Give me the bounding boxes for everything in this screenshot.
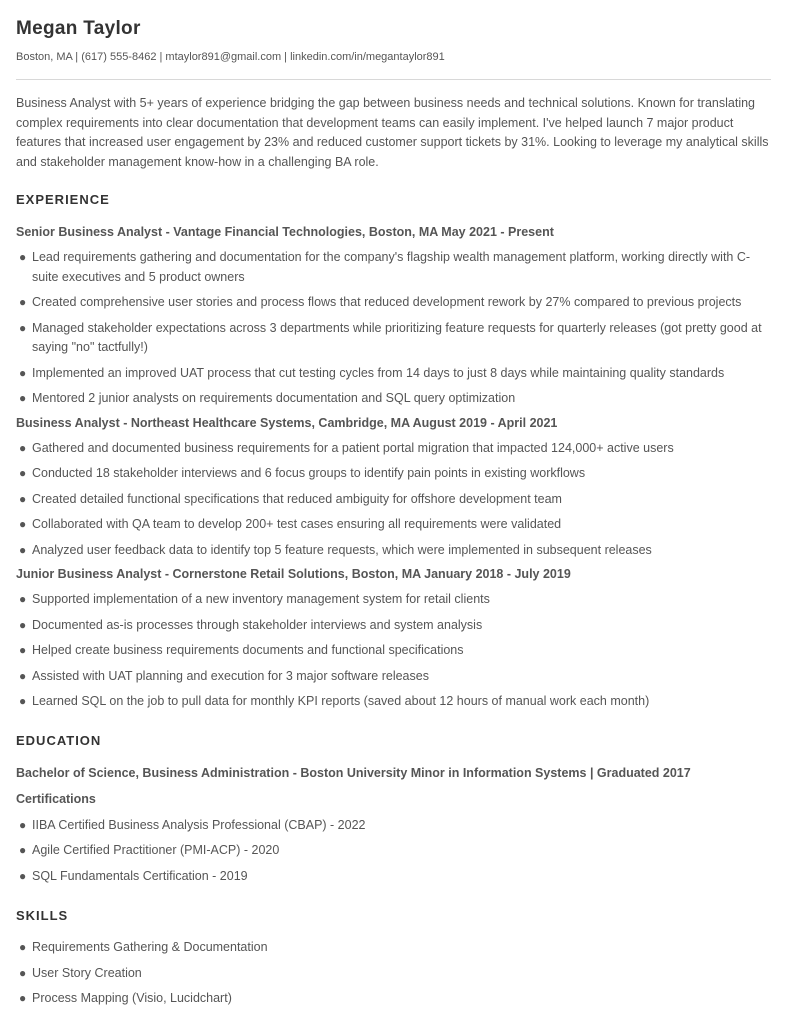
candidate-name: Megan Taylor	[16, 18, 141, 39]
bullet-text: Implemented an improved UAT process that cut testing cycles from 14 days to just 8 days while maintaining quality standards	[32, 365, 725, 380]
bullet-text: Helped create business requirements documents and functional specifications	[32, 643, 464, 657]
list-item	[16, 464, 771, 484]
bullet-icon: ●	[19, 668, 27, 683]
bullet-text: Mentored 2 junior analysts on requirements documentation and SQL query optimization	[32, 391, 516, 405]
bullet-text: Created comprehensive user stories and process flows that reduced development rework by 27% compared to previous projects	[32, 295, 742, 309]
list-item	[16, 989, 771, 1009]
list-item	[16, 841, 771, 861]
degree-line: Bachelor of Science, Business Administration - Boston University Minor in Information Systems | Graduated 2017	[16, 765, 691, 780]
bullet-text: Analyzed user feedback data to identify top 5 feature requests, which were implemented in subsequent releases	[32, 542, 652, 557]
bullet-text: Documented as-is processes through stakeholder interviews and system analysis	[32, 617, 483, 632]
job-bullets	[16, 590, 771, 712]
bullet-text: User Story Creation	[32, 965, 142, 980]
bullet-text: Collaborated with QA team to develop 200+ test cases ensuring all requirements were validated	[32, 517, 562, 531]
bullet-text: IIBA Certified Business Analysis Professional (CBAP) - 2022	[32, 817, 366, 832]
list-item	[16, 667, 771, 687]
list-item	[16, 439, 771, 459]
bullet-icon: ●	[19, 965, 27, 980]
list-item	[16, 692, 771, 712]
bullet-icon: ●	[19, 250, 27, 264]
list-item	[16, 389, 771, 409]
experience-heading: EXPERIENCE	[16, 192, 110, 207]
list-item	[16, 293, 771, 313]
bullet-text: SQL Fundamentals Certification - 2019	[32, 868, 248, 883]
bullet-icon: ●	[19, 868, 27, 883]
bullet-icon: ●	[19, 491, 27, 506]
certifications-heading: Certifications	[16, 791, 96, 806]
bullet-icon: ●	[19, 320, 27, 335]
list-item	[16, 938, 771, 958]
list-item	[16, 641, 771, 661]
bullet-icon: ●	[19, 542, 27, 557]
list-item	[16, 590, 771, 610]
list-item	[16, 964, 771, 984]
bullet-icon: ●	[19, 365, 27, 380]
bullet-icon: ●	[19, 617, 27, 632]
bullet-icon: ●	[19, 466, 27, 480]
job-bullets	[16, 439, 771, 561]
skills-list	[16, 938, 771, 1009]
contact-line: Boston, MA | (617) 555-8462 | mtaylor891@gmail.com | linkedin.com/in/megantaylor891	[16, 51, 445, 63]
bullet-text: Managed stakeholder expectations across 3 departments while prioritizing feature requests for quarterly releases (got pretty good at saying "no" tactfully!)	[32, 320, 762, 354]
list-item	[16, 319, 771, 358]
bullet-icon: ●	[19, 440, 27, 455]
education-heading: EDUCATION	[16, 732, 102, 748]
header-divider	[16, 79, 771, 80]
bullet-icon: ●	[19, 295, 27, 309]
list-item	[16, 364, 771, 384]
list-item	[16, 616, 771, 636]
bullet-text: Gathered and documented business requirements for a patient portal migration that impacted 124,000+ active users	[32, 440, 674, 455]
list-item	[16, 515, 771, 535]
bullet-icon: ●	[19, 940, 27, 954]
list-item	[16, 248, 771, 287]
bullet-text: Learned SQL on the job to pull data for monthly KPI reports (saved about 12 hours of manual work each month)	[32, 694, 650, 708]
skills-heading: SKILLS	[16, 908, 69, 923]
bullet-text: Supported implementation of a new inventory management system for retail clients	[32, 592, 490, 606]
job-title: Junior Business Analyst - Cornerstone Retail Solutions, Boston, MA January 2018 - July 2019	[16, 567, 571, 581]
bullet-text: Assisted with UAT planning and execution for 3 major software releases	[32, 668, 429, 683]
list-item	[16, 816, 771, 836]
summary-paragraph: Business Analyst with 5+ years of experience bridging the gap between business needs and technical solutions. Known for translating complex requirements into clear documentation that development teams can easily implement. I've helped launch 7 major product features that increased user engagement by 23% and reduced customer support tickets by 31%. Looking to leverage my analytical skills and stakeholder management know-how in a challenging BA role.	[16, 96, 769, 169]
bullet-text: Lead requirements gathering and documentation for the company's flagship wealth management platform, working directly with C-suite executives and 5 product owners	[32, 250, 751, 284]
bullet-icon: ●	[19, 391, 27, 405]
job-title: Senior Business Analyst - Vantage Financial Technologies, Boston, MA May 2021 - Present	[16, 225, 554, 239]
bullet-icon: ●	[19, 843, 27, 857]
bullet-icon: ●	[19, 694, 27, 708]
bullet-icon: ●	[19, 817, 27, 832]
job-title: Business Analyst - Northeast Healthcare Systems, Cambridge, MA August 2019 - April 2021	[16, 415, 558, 430]
bullet-icon: ●	[19, 643, 27, 657]
job-bullets	[16, 248, 771, 409]
bullet-icon: ●	[19, 592, 27, 606]
bullet-text: Requirements Gathering & Documentation	[32, 940, 268, 954]
list-item	[16, 541, 771, 561]
bullet-icon: ●	[19, 517, 27, 531]
bullet-text: Created detailed functional specifications that reduced ambiguity for offshore development team	[32, 491, 562, 506]
bullet-text: Agile Certified Practitioner (PMI-ACP) - 2020	[32, 843, 280, 857]
bullet-text: Process Mapping (Visio, Lucidchart)	[32, 991, 232, 1005]
bullet-icon: ●	[19, 991, 27, 1005]
certifications-list	[16, 816, 771, 887]
list-item	[16, 867, 771, 887]
list-item	[16, 490, 771, 510]
bullet-text: Conducted 18 stakeholder interviews and 6 focus groups to identify pain points in existing workflows	[32, 466, 586, 480]
